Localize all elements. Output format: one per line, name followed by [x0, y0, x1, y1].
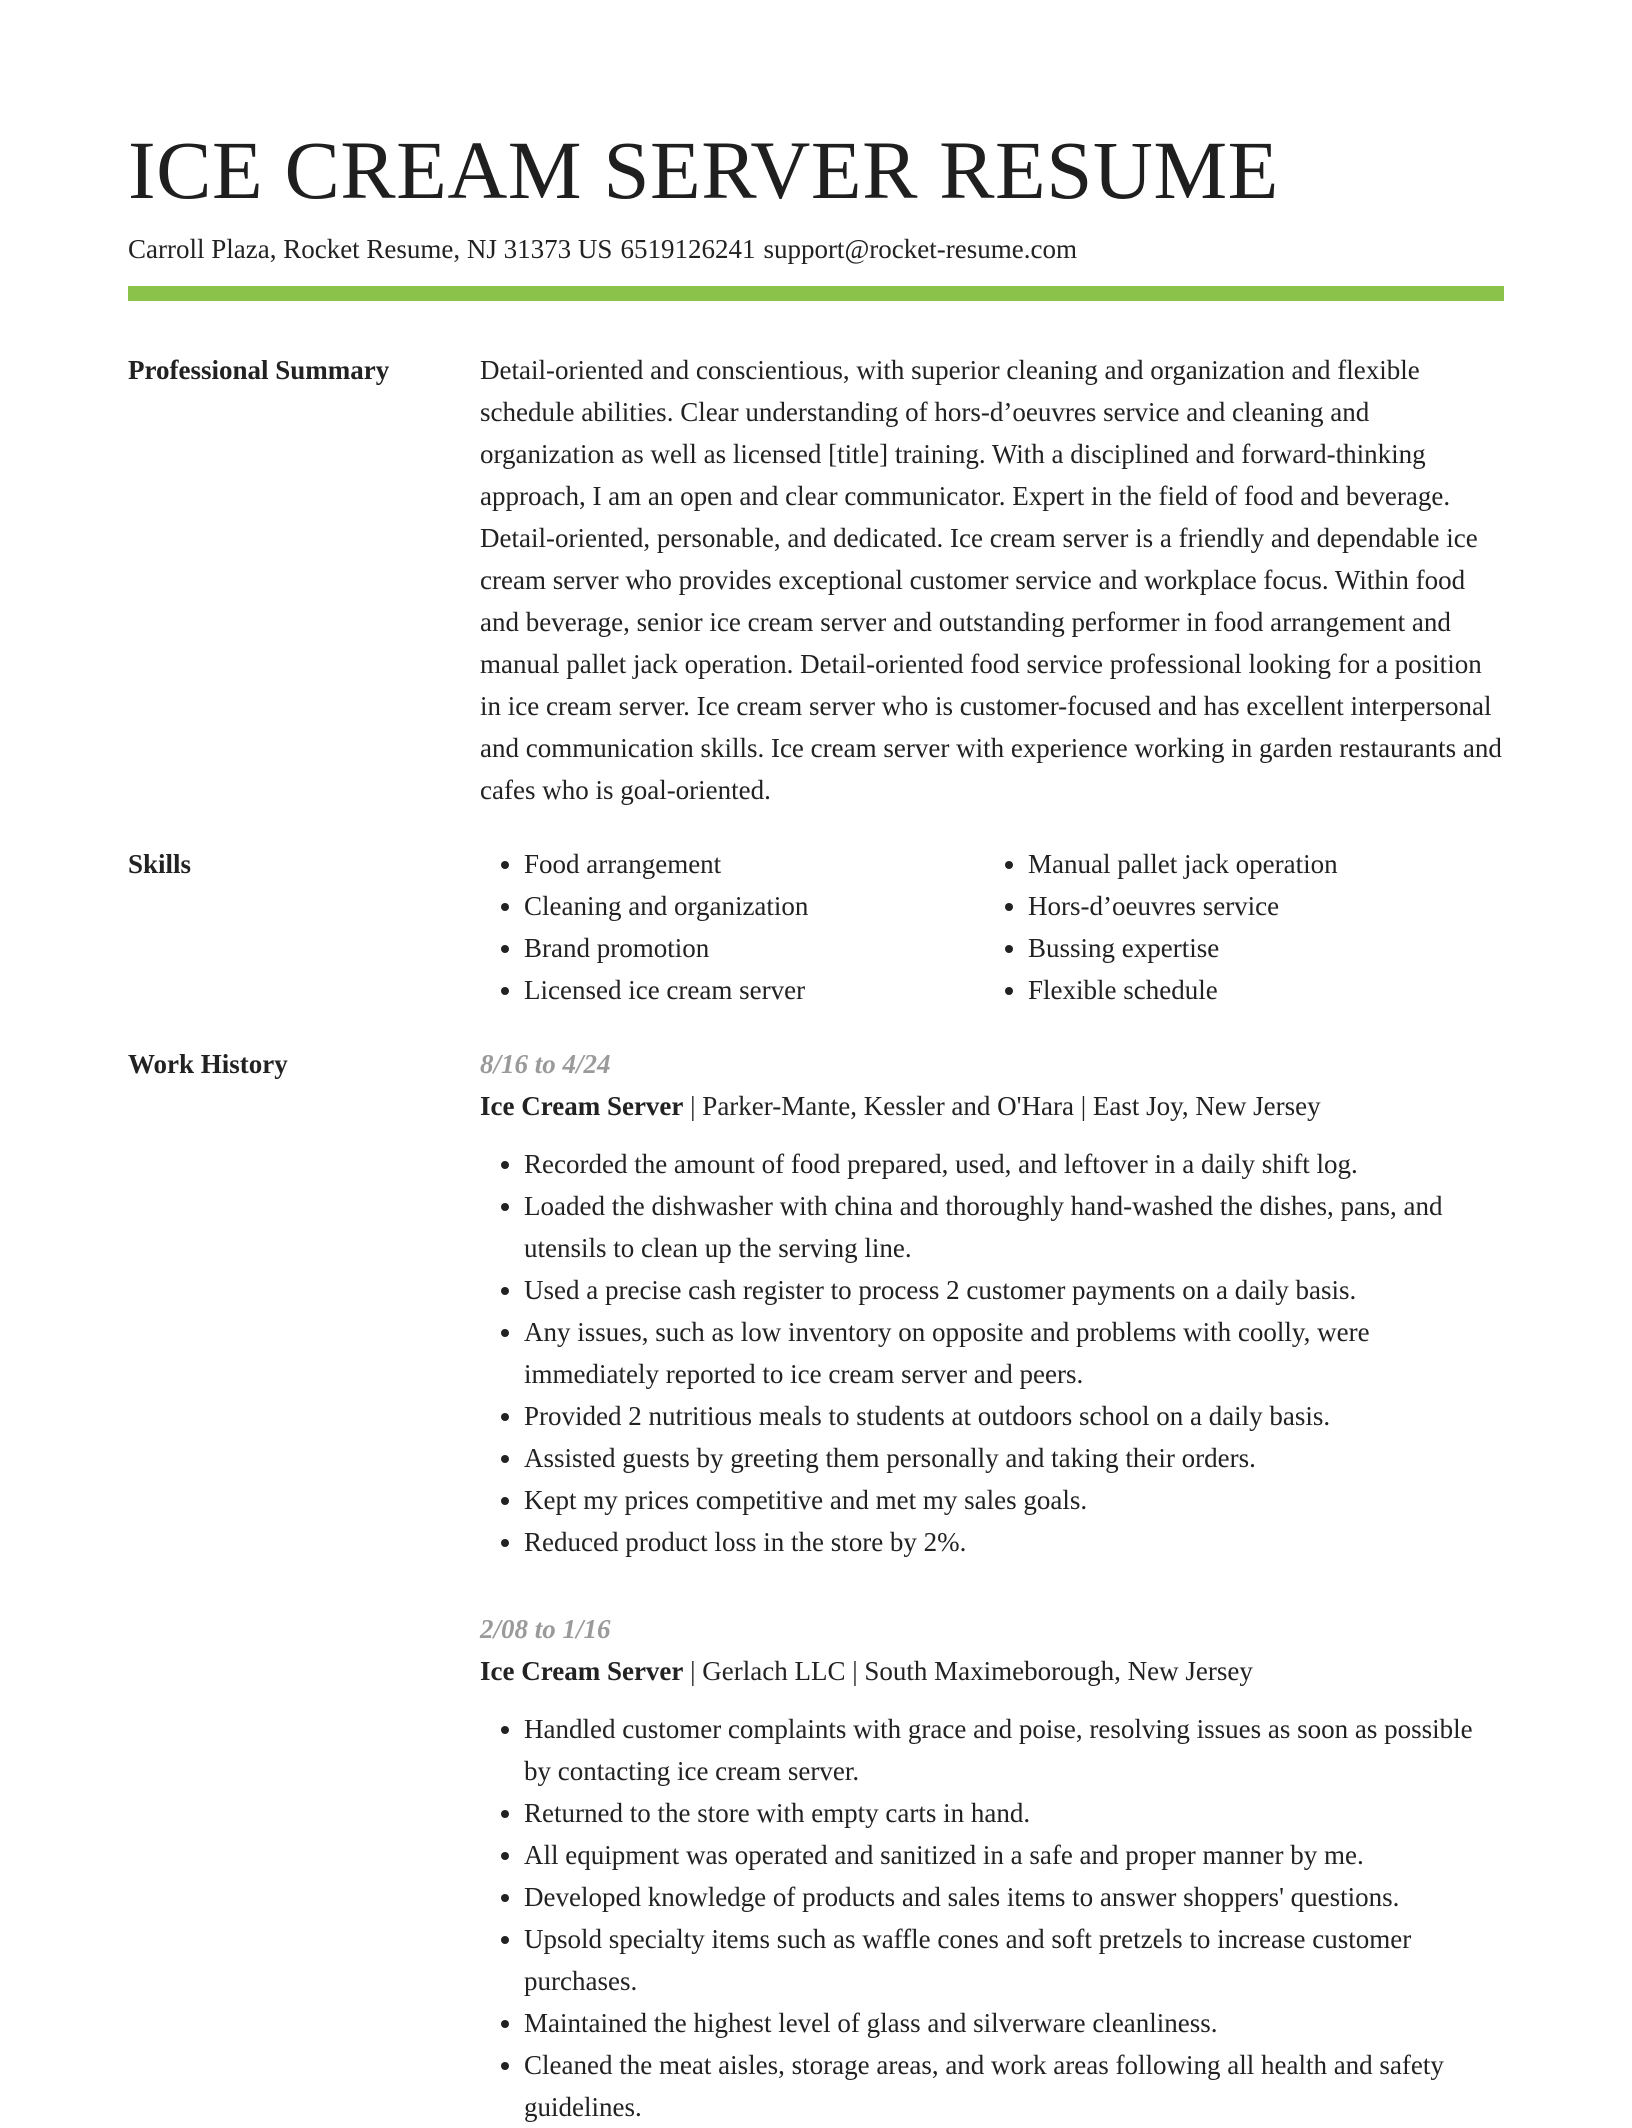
skills-list-right	[984, 843, 1488, 1011]
summary-body	[480, 349, 1504, 811]
job-bullets	[480, 1143, 1504, 1563]
skill-item: • Food arrangement	[524, 843, 984, 885]
job-bullet: • All equipment was operated and sanitized in a safe and proper manner by me.	[524, 1834, 1504, 1876]
work-history-body	[480, 1043, 1504, 2128]
job-dates: 8/16 to 4/24	[480, 1049, 611, 1079]
job-bullet: • Developed knowledge of products and sales items to answer shoppers' questions.	[524, 1876, 1504, 1918]
job-details: | Parker-Mante, Kessler and O'Hara | East Joy, New Jersey	[683, 1091, 1321, 1121]
job-bullet: • Maintained the highest level of glass and silverware cleanliness.	[524, 2002, 1504, 2044]
summary-text: Detail-oriented and conscientious, with superior cleaning and organization and flexible schedule abilities. Clear understanding of hors-d’oeuvres service and cleaning and organization as well as licensed [title] training. With a disciplined and forward-thinking approach, I am an open and clear communicator. Expert in the field of food and beverage. Detail-oriented, personable, and dedicated. Ice cream server is a friendly and dependable ice cream server who provides exceptional customer service and workplace focus. Within food and beverage, senior ice cream server and outstanding performer in food arrangement and manual pallet jack operation. Detail-oriented food service professional looking for a position in ice cream server. Ice cream server who is customer-focused and has excellent interpersonal and communication skills. Ice cream server with experience working in garden restaurants and cafes who is goal-oriented.	[480, 355, 1502, 805]
job-bullet: • Assisted guests by greeting them personally and taking their orders.	[524, 1437, 1504, 1479]
job-bullets	[480, 1708, 1504, 2128]
summary-heading: Professional Summary	[128, 355, 390, 385]
job-entry	[480, 1043, 1504, 1563]
job-bullet: • Any issues, such as low inventory on opposite and problems with coolly, were immediately reported to ice cream server and peers.	[524, 1311, 1504, 1395]
job-bullet: • Returned to the store with empty carts in hand.	[524, 1792, 1504, 1834]
skill-item: • Flexible schedule	[1028, 969, 1488, 1011]
header-divider	[128, 286, 1504, 301]
job-bullet: • Reduced product loss in the store by 2%.	[524, 1521, 1504, 1563]
contact-address: Carroll Plaza, Rocket Resume, NJ 31373 US	[128, 234, 613, 264]
work-history-heading: Work History	[128, 1049, 288, 1079]
skills-heading: Skills	[128, 849, 192, 879]
job-heading	[480, 1650, 1504, 1692]
job-bullet: • Provided 2 nutritious meals to students at outdoors school on a daily basis.	[524, 1395, 1504, 1437]
skills-list-left	[480, 843, 984, 1011]
skills-grid	[480, 843, 1504, 1011]
skill-item: • Bussing expertise	[1028, 927, 1488, 969]
job-title: Ice Cream Server	[480, 1656, 684, 1686]
job-title: Ice Cream Server	[480, 1091, 684, 1121]
contact-phone: 6519126241	[620, 234, 756, 264]
skill-item: • Cleaning and organization	[524, 885, 984, 927]
skill-item: • Manual pallet jack operation	[1028, 843, 1488, 885]
contact-email[interactable]: support@rocket-resume.com	[763, 234, 1077, 264]
job-bullet: • Recorded the amount of food prepared, used, and leftover in a daily shift log.	[524, 1143, 1504, 1185]
contact-line	[128, 231, 1077, 267]
job-details: | Gerlach LLC | South Maximeborough, New Jersey	[683, 1656, 1253, 1686]
job-bullet: • Used a precise cash register to process 2 customer payments on a daily basis.	[524, 1269, 1504, 1311]
resume-title: ICE CREAM SERVER RESUME	[128, 124, 1279, 216]
skill-item: • Hors-d’oeuvres service	[1028, 885, 1488, 927]
skill-item: • Brand promotion	[524, 927, 984, 969]
job-bullet: • Kept my prices competitive and met my sales goals.	[524, 1479, 1504, 1521]
skills-body	[480, 843, 1504, 1011]
job-heading	[480, 1085, 1504, 1127]
skill-item: • Licensed ice cream server	[524, 969, 984, 1011]
job-entry	[480, 1608, 1504, 2128]
job-bullet: • Loaded the dishwasher with china and thoroughly hand-washed the dishes, pans, and utensils to clean up the serving line.	[524, 1185, 1504, 1269]
job-bullet: • Cleaned the meat aisles, storage areas, and work areas following all health and safety guidelines.	[524, 2044, 1504, 2128]
job-bullet: • Handled customer complaints with grace and poise, resolving issues as soon as possible by contacting ice cream server.	[524, 1708, 1504, 1792]
job-bullet: • Upsold specialty items such as waffle cones and soft pretzels to increase customer purchases.	[524, 1918, 1504, 2002]
job-dates: 2/08 to 1/16	[480, 1614, 611, 1644]
